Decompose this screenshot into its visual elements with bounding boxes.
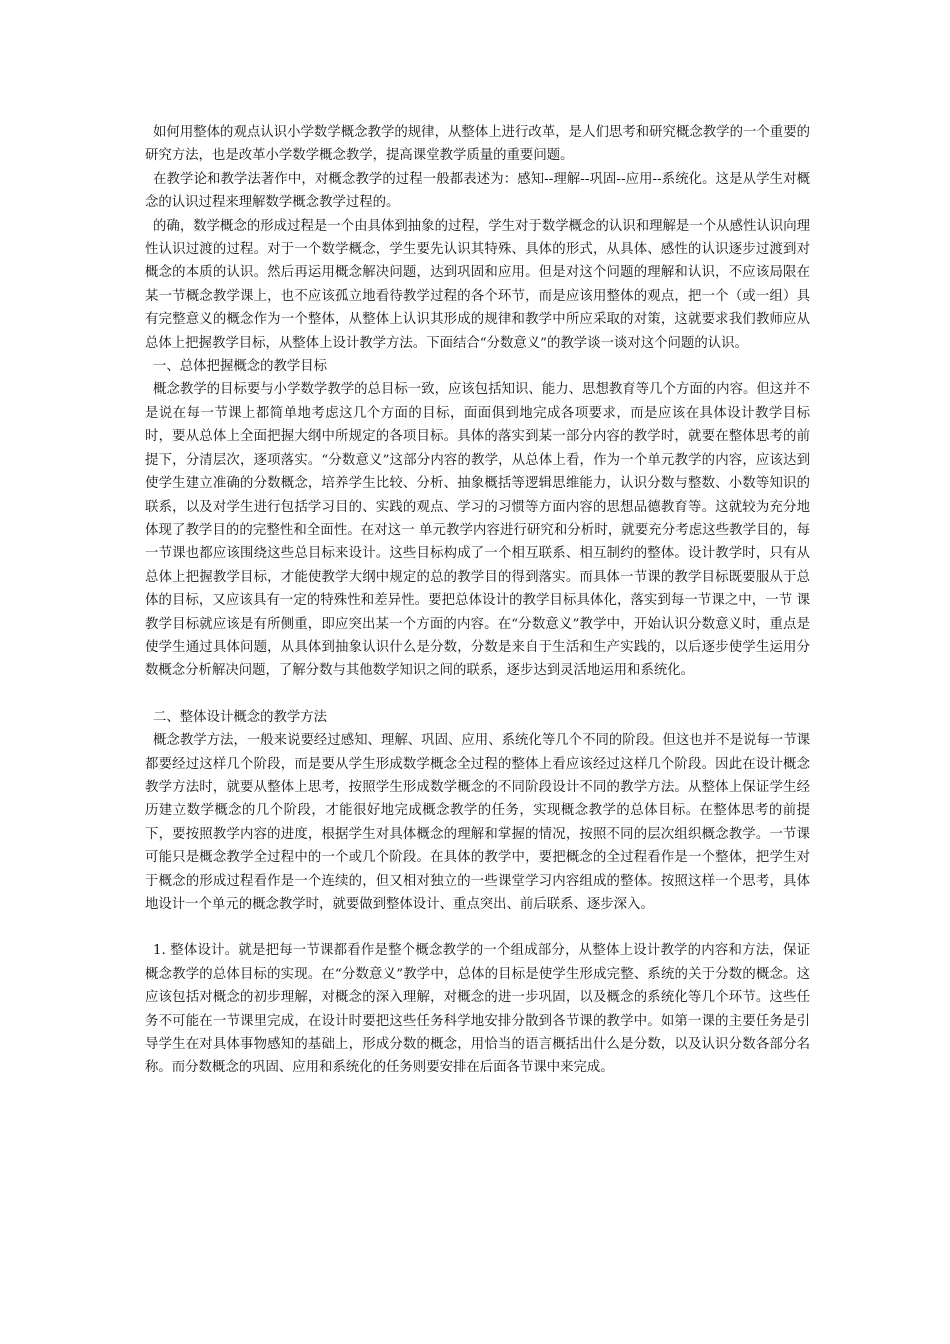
section-heading-2: 二、整体设计概念的教学方法	[153, 709, 328, 725]
paragraph-objectives: 概念教学的目标要与小学数学教学的总目标一致，应该包括知识、能力、思想教育等几个方面的内容。但这并不是说在每一节课上都简单地考虑这几个方面的目标，面面俱到地完成各项要求，而是应该在具体设计教学目标时，要从总体上全面把握大纲中所规定的各项目标。具体的落实到某一部分内容的教学时，就要在整体思考的前提下，分清层次，逐项落实。“分数意义”这部分内容的教学，从总体上看，作为一个单元教学的内容，应该达到使学生建立准确的分数概念，培养学生比较、分析、抽象概括等逻辑思维能力，认识分数与整数、小数等知识的联系，以及对学生进行包括学习目的、实践的观点、学习的习惯等方面内容的思想品德教育等。这就较为充分地体现了教学目的的完整性和全面性。在对这一 单元教学内容进行研究和分析时，就要充分考虑这些教学目的，每一节课也都应该围绕这些总目标来设计。这些目标构成了一个相互联系、相互制约的整体。设计教学时，只有从总体上把握教学目标，才能使教学大纲中规定的总的教学目的得到落实。而具体一节课的教学目标既要服从于总体的目标，又应该具有一定的特殊性和差异性。要把总体设计的教学目标具体化，落实到每一节课之中，一节 课教学目标就应该是有所侧重，即应突出某一个方面的内容。在“分数意义”教学中，开始认识分数意义时，重点是使学生通过具体问题，从具体到抽象认识什么是分数，分数是来自于生活和生产实践的，以后逐步使学生运用分数概念分析解决问题，了解分数与其他数学知识之间的联系，逐步达到灵活地运用和系统化。	[145, 382, 810, 679]
spacer	[145, 683, 810, 706]
paragraph-intro: 如何用整体的观点认识小学数学概念教学的规律，从整体上进行改革，是人们思考和研究概念教学的一个重要的研究方法，也是改革小学数学概念教学，提高课堂教学质量的重要问题。	[145, 125, 810, 164]
paragraph-overall-design: 1. 整体设计。就是把每一节课都看作是整个概念教学的一个组成部分，从整体上设计教学的内容和方法，保证概念教学的总体目标的实现。在“分数意义”教学中，总体的目标是使学生形成完整、系统的关于分数的概念。这应该包括对概念的初步理解，对概念的深入理解，对概念的进一步巩固，以及概念的系统化等几个环节。这些任务不可能在一节课里完成，在设计时要把这些任务科学地安排分散到各节课的教学中。如第一课的主要任务是引导学生在对具体事物感知的基础上，形成分数的概念，用恰当的语言概括出什么是分数，以及认识分数各部分名称。而分数概念的巩固、应用和系统化的任务则要安排在后面各节课中来完成。	[145, 943, 810, 1076]
paragraph-process: 在教学论和教学法著作中，对概念教学的过程一般都表述为：感知--理解--巩固--应用--系统化。这是从学生对概念的认识过程来理解数学概念教学过程的。	[145, 171, 810, 211]
paragraph-concept-formation: 的确，数学概念的形成过程是一个由具体到抽象的过程，学生对于数学概念的认识和理解是一个从感性认识向理性认识过渡的过程。对于一个数学概念，学生要先认识其特殊、具体的形式，从具体、感性的认识逐步过渡到对概念的本质的认识。然后再运用概念解决问题，达到巩固和应用。但是对这个问题的理解和认识，不应该局限在某一节概念教学课上，也不应该孤立地看待教学过程的各个环节，而是应该用整体的观点，把一个（或一组）具有完整意义的概念作为一个整体，从整体上认识其形成的规律和教学中所应采取的对策，这就要求我们教师应从总体上把握教学目标，从整体上设计教学方法。下面结合“分数意义”的教学谈一谈对这个问题的认识。	[145, 218, 810, 351]
spacer	[145, 916, 810, 939]
document-body	[145, 121, 810, 1080]
paragraph-methods: 概念教学方法，一般来说要经过感知、理解、巩固、应用、系统化等几个不同的阶段。但这也并不是说每一节课都要经过这样几个阶段，而是要从学生形成数学概念全过程的整体上看应该经过这样几个阶段。因此在设计概念教学方法时，就要从整体上思考，按照学生形成数学概念的不同阶段设计不同的教学方法。从整体上保证学生经历建立数学概念的几个阶段，才能很好地完成概念教学的任务，实现概念教学的总体目标。在整体思考的前提下，要按照教学内容的进度，根据学生对具体概念的理解和掌握的情况，按照不同的层次组织概念教学。一节课可能只是概念教学全过程中的一个或几个阶段。在具体的教学中，要把概念的全过程看作是一个整体，把学生对于概念的形成过程看作是一个连续的，但又相对独立的一些课堂学习内容组成的整体。按照这样一个思考，具体地设计一个单元的概念教学时，就要做到整体设计、重点突出、前后联系、逐步深入。	[145, 733, 810, 912]
section-heading-1: 一、总体把握概念的教学目标	[153, 359, 328, 375]
